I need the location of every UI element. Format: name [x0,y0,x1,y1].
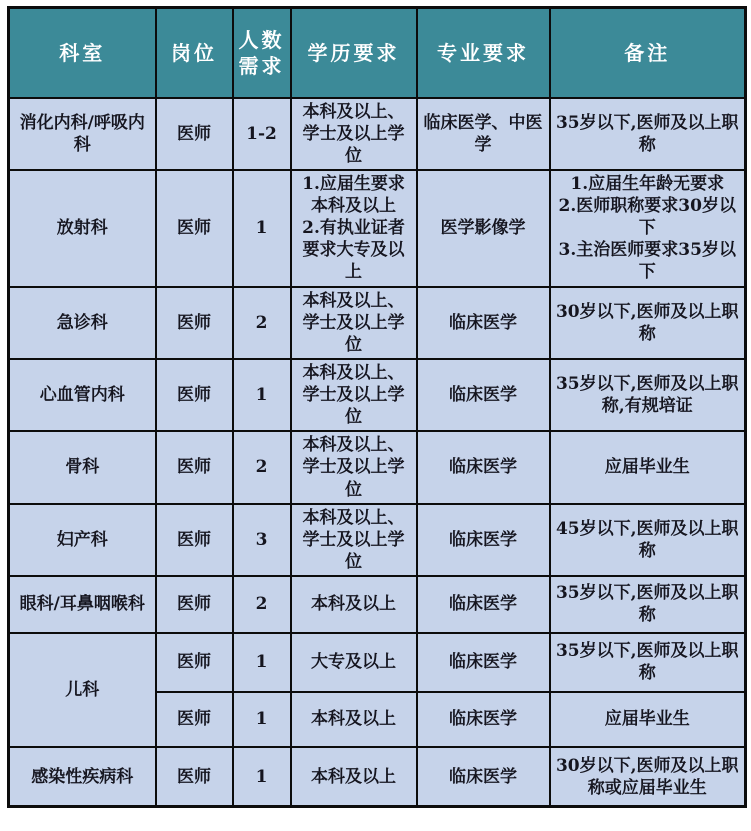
table-header [9,8,746,98]
education-cell: 1.应届生要求本科及以上 2.有执业证者要求大专及以上 [291,170,417,287]
education-cell: 本科及以上、学士及以上学位 [291,359,417,431]
department-cell-merged: 儿科 [9,633,156,747]
column-header-position: 岗位 [156,8,233,98]
position-cell: 医师 [156,692,233,747]
recruitment-table [7,6,747,808]
major-cell: 临床医学 [417,747,550,807]
department-cell: 骨科 [9,431,156,503]
position-cell: 医师 [156,98,233,170]
education-cell: 本科及以上、学士及以上学位 [291,504,417,576]
department-cell: 急诊科 [9,287,156,359]
major-cell: 临床医学 [417,431,550,503]
count-cell: 2 [233,576,291,633]
column-header-major: 专业要求 [417,8,550,98]
position-cell: 医师 [156,170,233,287]
major-cell: 临床医学 [417,287,550,359]
column-header-notes: 备注 [550,8,746,98]
count-cell: 1 [233,170,291,287]
position-cell: 医师 [156,359,233,431]
department-cell: 妇产科 [9,504,156,576]
notes-cell: 应届毕业生 [550,692,746,747]
major-cell: 临床医学 [417,633,550,692]
major-cell: 临床医学 [417,692,550,747]
position-cell: 医师 [156,576,233,633]
table-row [9,747,746,807]
notes-cell: 35岁以下,医师及以上职称 [550,633,746,692]
notes-cell: 45岁以下,医师及以上职称 [550,504,746,576]
major-cell: 临床医学 [417,504,550,576]
notes-cell: 35岁以下,医师及以上职称 [550,576,746,633]
count-cell: 1 [233,359,291,431]
table-row [9,98,746,170]
major-cell: 临床医学 [417,359,550,431]
education-cell: 本科及以上、学士及以上学位 [291,98,417,170]
count-cell: 1 [233,692,291,747]
major-cell: 临床医学 [417,576,550,633]
major-cell: 临床医学、中医学 [417,98,550,170]
position-cell: 医师 [156,287,233,359]
education-cell: 本科及以上 [291,576,417,633]
education-cell: 本科及以上 [291,692,417,747]
notes-cell: 30岁以下,医师及以上职称 [550,287,746,359]
count-cell: 1 [233,633,291,692]
count-cell: 2 [233,287,291,359]
count-cell: 1-2 [233,98,291,170]
major-cell: 医学影像学 [417,170,550,287]
column-header-education: 学历要求 [291,8,417,98]
education-cell: 大专及以上 [291,633,417,692]
position-cell: 医师 [156,431,233,503]
table-row [9,576,746,633]
count-cell: 1 [233,747,291,807]
notes-cell: 35岁以下,医师及以上职称 [550,98,746,170]
table-row [9,170,746,287]
notes-cell: 30岁以下,医师及以上职称或应届毕业生 [550,747,746,807]
table-row [9,431,746,503]
notes-cell: 35岁以下,医师及以上职称,有规培证 [550,359,746,431]
department-cell: 放射科 [9,170,156,287]
notes-cell: 1.应届生年龄无要求 2.医师职称要求30岁以下 3.主治医师要求35岁以下 [550,170,746,287]
position-cell: 医师 [156,504,233,576]
department-cell: 心血管内科 [9,359,156,431]
table-row [9,287,746,359]
notes-cell: 应届毕业生 [550,431,746,503]
count-cell: 2 [233,431,291,503]
education-cell: 本科及以上、学士及以上学位 [291,287,417,359]
table-row [9,504,746,576]
department-cell: 消化内科/呼吸内科 [9,98,156,170]
count-cell: 3 [233,504,291,576]
education-cell: 本科及以上 [291,747,417,807]
position-cell: 医师 [156,633,233,692]
table-body [9,98,746,807]
department-cell: 眼科/耳鼻咽喉科 [9,576,156,633]
position-cell: 医师 [156,747,233,807]
department-cell: 感染性疾病科 [9,747,156,807]
table-row [9,359,746,431]
column-header-department: 科室 [9,8,156,98]
table-row [9,633,746,692]
column-header-count: 人数需求 [233,8,291,98]
education-cell: 本科及以上、学士及以上学位 [291,431,417,503]
header-row [9,8,746,98]
